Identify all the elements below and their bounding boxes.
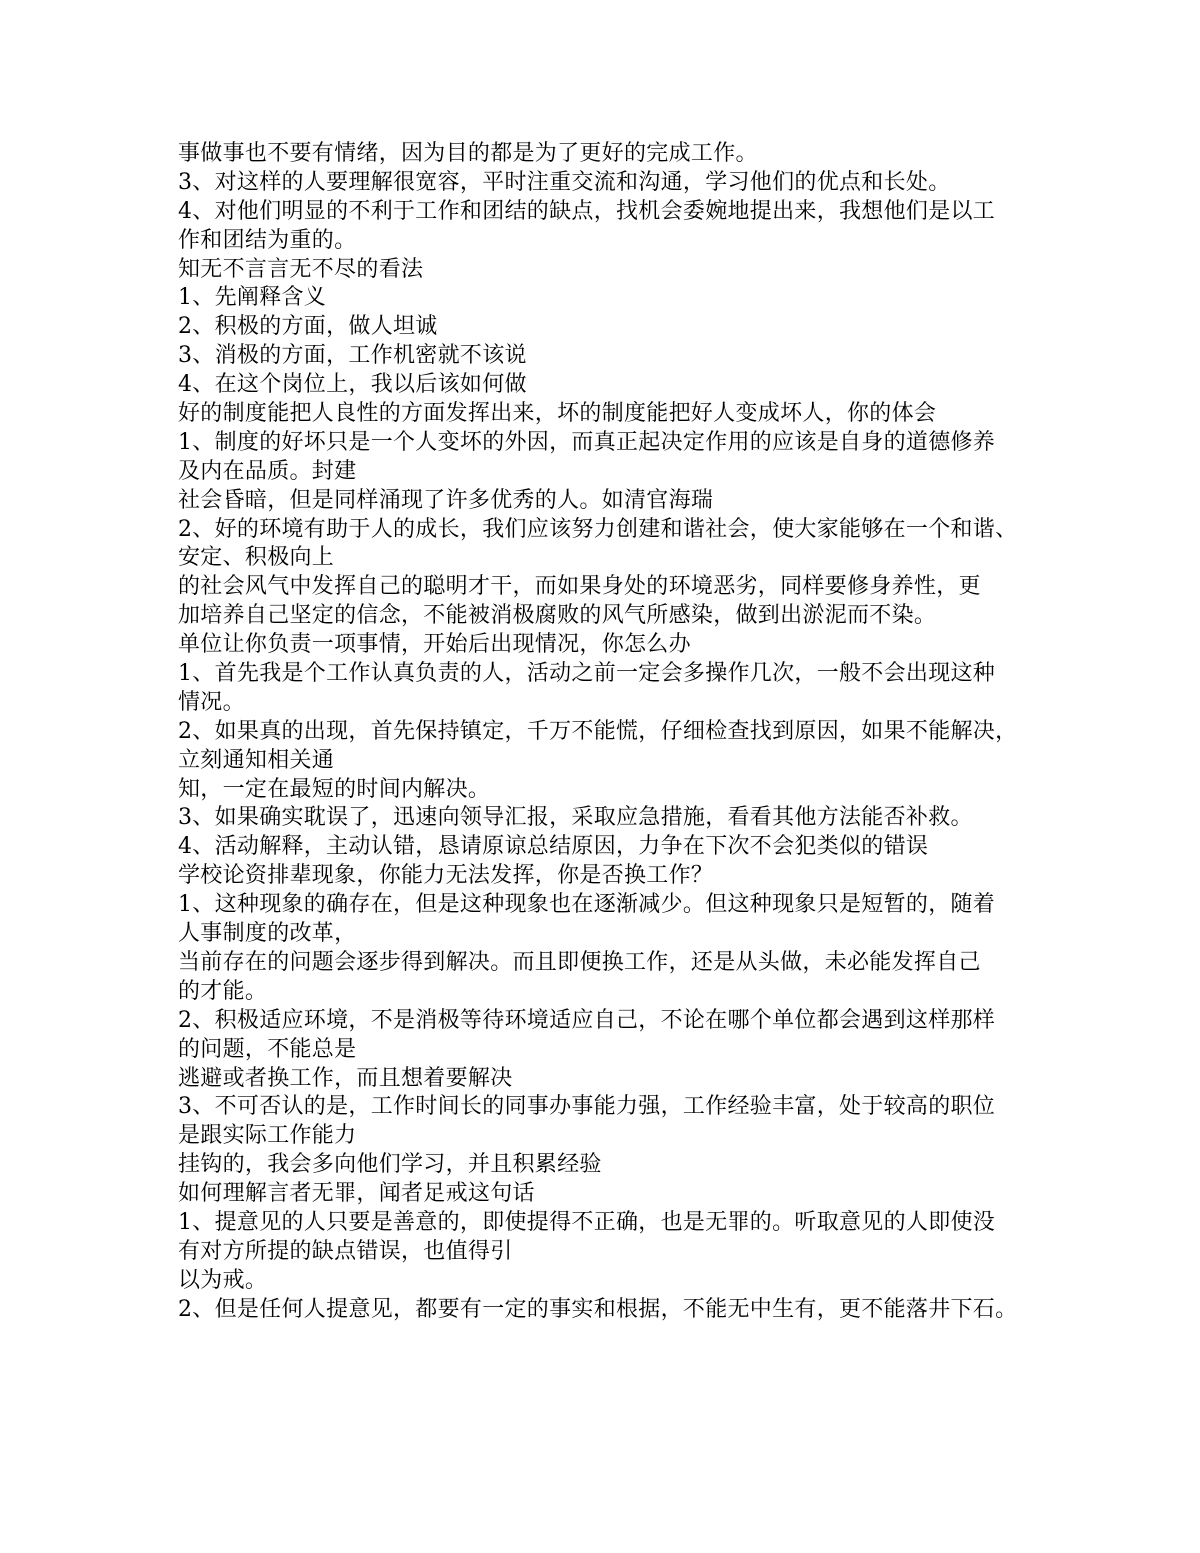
text-line: 如何理解言者无罪，闻者足戒这句话: [178, 1181, 535, 1207]
text-line: 2、但是任何人提意见，都要有一定的事实和根据，不能无中生有，更不能落井下石。: [178, 1296, 1018, 1322]
text-line: 以为戒。: [178, 1267, 268, 1293]
text-line: 1、制度的好坏只是一个人变坏的外因，而真正起决定作用的应该是自身的道德修养: [178, 429, 996, 455]
text-line: 1、首先我是个工作认真负责的人，活动之前一定会多操作几次，一般不会出现这种: [178, 661, 996, 687]
text-line: 当前存在的问题会逐步得到解决。而且即便换工作，还是从头做，未必能发挥自己: [178, 949, 981, 975]
text-line: 人事制度的改革，: [178, 921, 357, 947]
text-line: 1、先阐释含义: [178, 285, 327, 311]
text-line: 3、消极的方面，工作机密就不该说: [178, 343, 527, 369]
text-line: 2、积极适应环境，不是消极等待环境适应自己，不论在哪个单位都会遇到这样那样: [178, 1007, 996, 1033]
text-line: 的才能。: [178, 978, 268, 1004]
text-line: 4、对他们明显的不利于工作和团结的缺点，找机会委婉地提出来，我想他们是以工: [178, 198, 996, 224]
text-line: 4、活动解释，主动认错，恳请原谅总结原因，力争在下次不会犯类似的错误: [178, 834, 929, 860]
text-line: 加培养自己坚定的信念，不能被消极腐败的风气所感染，做到出淤泥而不染。: [178, 603, 937, 629]
text-line: 事做事也不要有情绪，因为目的都是为了更好的完成工作。: [178, 141, 758, 166]
text-line: 立刻通知相关通: [178, 747, 335, 773]
text-line: 3、如果确实耽误了，迅速向领导汇报，采取应急措施，看看其他方法能否补救。: [178, 805, 973, 831]
text-line: 逃避或者换工作，而且想着要解决: [178, 1065, 513, 1091]
text-line: 知，一定在最短的时间内解决。: [178, 776, 491, 802]
text-line: 挂钩的，我会多向他们学习，并且积累经验: [178, 1152, 602, 1178]
text-line: 2、如果真的出现，首先保持镇定，千万不能慌，仔细检查找到原因，如果不能解决，: [178, 718, 1018, 744]
text-line: 情况。: [178, 689, 245, 715]
text-line: 的社会风气中发挥自己的聪明才干，而如果身处的环境恶劣，同样要修身养性，更: [178, 574, 981, 600]
text-line: 学校论资排辈现象，你能力无法发挥，你是否换工作？: [178, 863, 714, 889]
text-line: 3、不可否认的是，工作时间长的同事办事能力强，工作经验丰富，处于较高的职位: [178, 1094, 996, 1120]
text-line: 安定、积极向上: [178, 545, 335, 571]
text-line: 作和团结为重的。: [178, 227, 357, 253]
text-line: 社会昏暗，但是同样涌现了许多优秀的人。如清官海瑞: [178, 487, 714, 513]
text-line: 是跟实际工作能力: [178, 1123, 357, 1149]
text-line: 1、这种现象的确存在，但是这种现象也在逐渐减少。但这种现象只是短暂的，随着: [178, 892, 996, 918]
text-line: 有对方所提的缺点错误，也值得引: [178, 1238, 513, 1264]
document-body: [178, 140, 1038, 1325]
text-line: 知无不言言无不尽的看法: [178, 256, 424, 282]
text-line: 好的制度能把人良性的方面发挥出来，坏的制度能把好人变成坏人，你的体会: [178, 401, 937, 427]
text-line: 2、好的环境有助于人的成长，我们应该努力创建和谐社会，使大家能够在一个和谐、: [178, 516, 1018, 542]
text-line: 及内在品质。封建: [178, 458, 357, 484]
text-line: 4、在这个岗位上，我以后该如何做: [178, 372, 527, 398]
text-line: 的问题，不能总是: [178, 1036, 357, 1062]
text-line: 3、对这样的人要理解很宽容，平时注重交流和沟通，学习他们的优点和长处。: [178, 169, 951, 195]
text-line: 1、提意见的人只要是善意的，即使提得不正确，也是无罪的。听取意见的人即使没: [178, 1209, 996, 1235]
text-line: 单位让你负责一项事情，开始后出现情况，你怎么办: [178, 632, 691, 658]
text-line: 2、积极的方面，做人坦诚: [178, 314, 438, 340]
